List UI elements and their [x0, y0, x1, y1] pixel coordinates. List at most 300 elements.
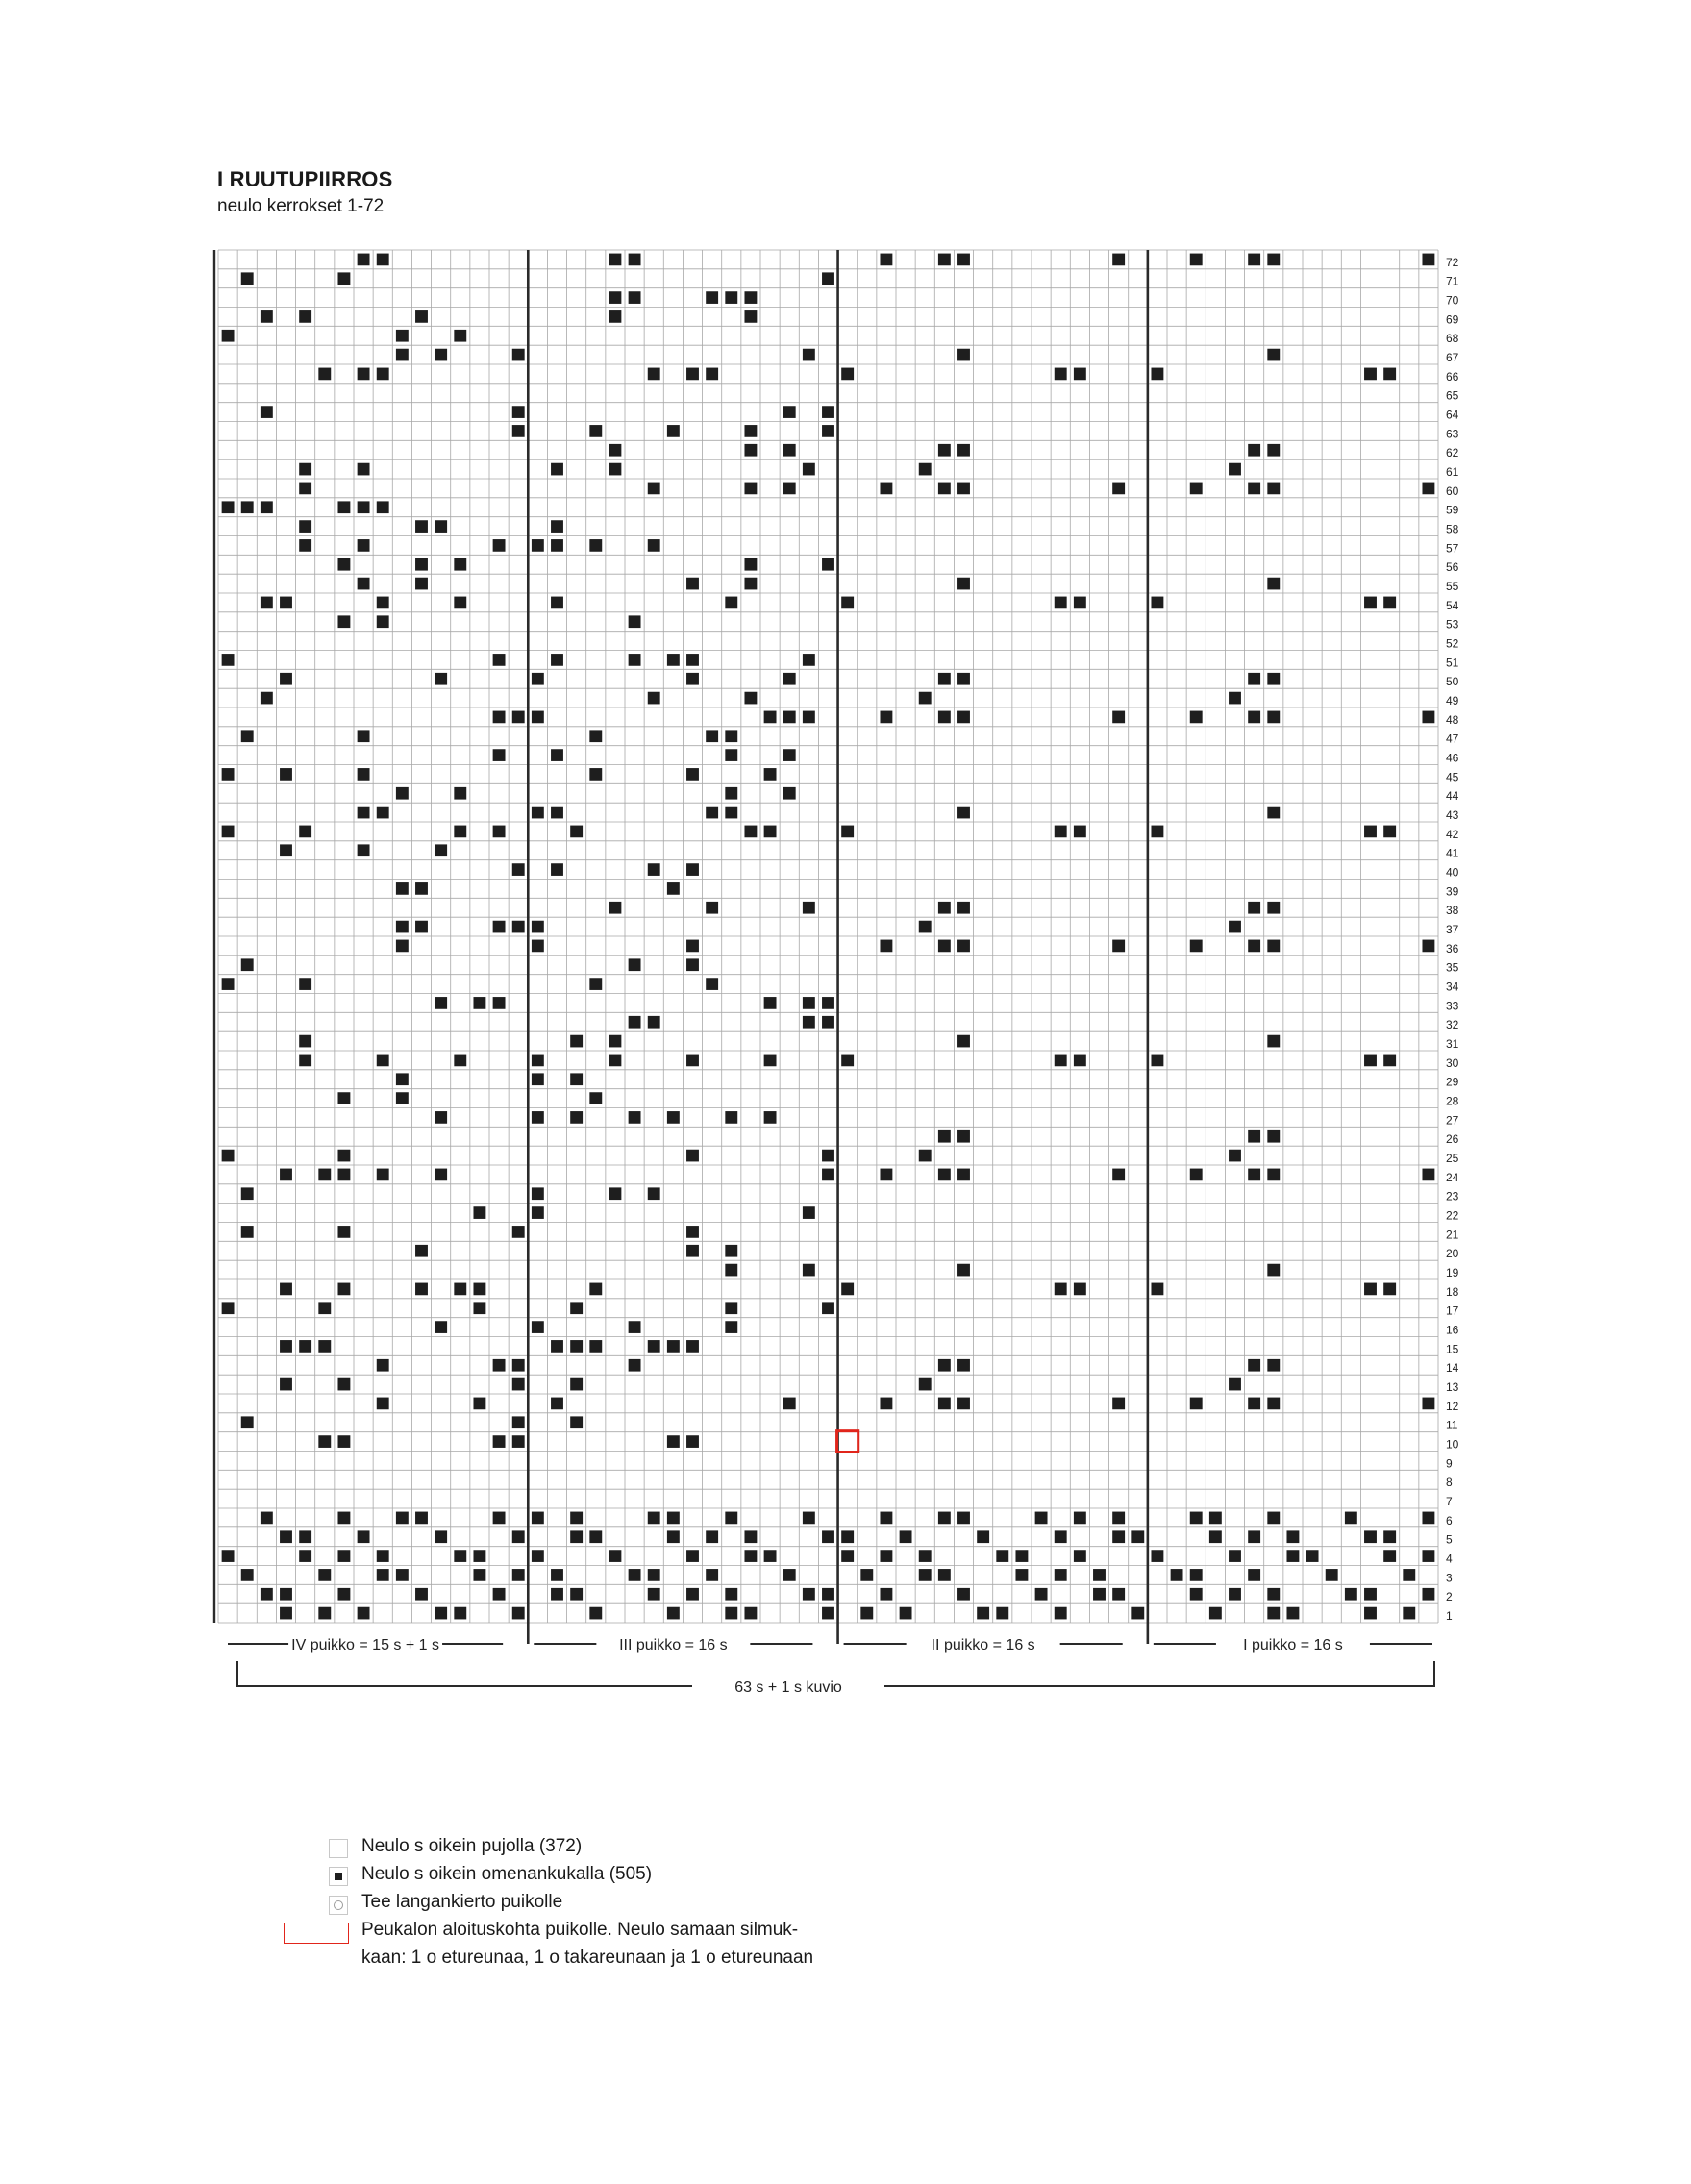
row-number: 34	[1446, 980, 1459, 994]
filled-stitch	[1383, 1055, 1396, 1067]
filled-stitch	[686, 1435, 699, 1448]
filled-stitch	[648, 368, 660, 381]
filled-stitch	[706, 1569, 718, 1581]
filled-stitch	[1171, 1569, 1183, 1581]
filled-stitch	[1112, 1398, 1125, 1410]
filled-stitch	[783, 749, 796, 761]
filled-stitch	[318, 368, 331, 381]
filled-stitch	[280, 768, 292, 781]
filled-stitch	[1326, 1569, 1338, 1581]
filled-stitch	[358, 501, 370, 513]
filled-stitch	[532, 1055, 544, 1067]
filled-stitch	[261, 1588, 273, 1601]
filled-stitch	[241, 1226, 254, 1238]
filled-stitch	[377, 254, 389, 266]
row-number: 29	[1446, 1075, 1459, 1089]
filled-stitch	[473, 997, 485, 1009]
row-number: 41	[1446, 846, 1459, 860]
filled-stitch	[938, 711, 951, 724]
filled-stitch	[512, 921, 525, 933]
filled-stitch	[454, 1550, 466, 1562]
filled-stitch	[512, 1607, 525, 1620]
filled-stitch	[1112, 711, 1125, 724]
filled-stitch	[415, 1588, 428, 1601]
row-number: 52	[1446, 636, 1459, 651]
row-number: 47	[1446, 732, 1459, 746]
filled-stitch	[822, 1150, 834, 1162]
filled-stitch	[435, 673, 447, 685]
row-number: 49	[1446, 694, 1459, 707]
row-number: 54	[1446, 598, 1459, 612]
filled-stitch	[1422, 1398, 1434, 1410]
filled-stitch	[532, 1073, 544, 1085]
filled-stitch	[880, 940, 892, 953]
filled-stitch	[648, 1187, 660, 1200]
filled-stitch	[589, 1283, 602, 1296]
filled-stitch	[609, 291, 621, 304]
filled-stitch	[1383, 368, 1396, 381]
filled-stitch	[686, 673, 699, 685]
filled-stitch	[377, 368, 389, 381]
filled-stitch	[222, 1550, 235, 1562]
row-number: 71	[1446, 274, 1459, 288]
filled-stitch	[318, 1340, 331, 1353]
filled-stitch	[261, 501, 273, 513]
filled-stitch	[512, 1416, 525, 1428]
filled-stitch	[822, 1016, 834, 1029]
filled-stitch	[280, 1340, 292, 1353]
filled-stitch	[609, 902, 621, 914]
total-bracket-right	[884, 1661, 1434, 1686]
filled-stitch	[435, 1111, 447, 1124]
filled-stitch	[261, 310, 273, 323]
filled-stitch	[358, 368, 370, 381]
filled-stitch	[1422, 1588, 1434, 1601]
row-number: 26	[1446, 1132, 1459, 1147]
filled-stitch	[957, 1035, 970, 1048]
row-number: 37	[1446, 923, 1459, 936]
filled-stitch	[1074, 1550, 1086, 1562]
filled-stitch	[280, 673, 292, 685]
row-number: 17	[1446, 1303, 1459, 1318]
filled-stitch	[222, 1150, 235, 1162]
filled-stitch	[1248, 1359, 1260, 1372]
filled-stitch	[880, 483, 892, 495]
filled-stitch	[667, 654, 680, 666]
filled-stitch	[493, 1588, 506, 1601]
row-number: 51	[1446, 656, 1459, 670]
filled-stitch	[841, 826, 854, 838]
filled-stitch	[1151, 1550, 1163, 1562]
filled-stitch	[222, 330, 235, 342]
filled-stitch	[280, 1607, 292, 1620]
filled-stitch	[532, 1187, 544, 1200]
filled-stitch	[629, 615, 641, 628]
row-number: 56	[1446, 560, 1459, 575]
filled-stitch	[299, 539, 311, 552]
filled-stitch	[415, 921, 428, 933]
filled-stitch	[435, 844, 447, 856]
filled-stitch	[512, 425, 525, 437]
filled-stitch	[1190, 483, 1203, 495]
filled-stitch	[589, 539, 602, 552]
filled-stitch	[706, 902, 718, 914]
filled-stitch	[1151, 1055, 1163, 1067]
filled-stitch	[1015, 1569, 1028, 1581]
filled-stitch	[589, 768, 602, 781]
filled-stitch	[744, 444, 757, 457]
filled-stitch	[1422, 940, 1434, 953]
filled-stitch	[1055, 1283, 1067, 1296]
filled-stitch	[783, 1569, 796, 1581]
filled-stitch	[493, 1512, 506, 1525]
filled-stitch	[473, 1283, 485, 1296]
filled-stitch	[667, 1530, 680, 1543]
filled-stitch	[377, 1569, 389, 1581]
filled-stitch	[648, 1588, 660, 1601]
filled-stitch	[629, 958, 641, 971]
filled-stitch	[358, 807, 370, 819]
filled-stitch	[396, 787, 409, 800]
filled-stitch	[280, 1378, 292, 1391]
thumb-start-symbol	[284, 1923, 349, 1944]
filled-stitch	[261, 1512, 273, 1525]
filled-stitch	[609, 1550, 621, 1562]
filled-stitch	[1383, 597, 1396, 609]
filled-stitch	[358, 578, 370, 590]
filled-stitch	[822, 997, 834, 1009]
filled-stitch	[957, 1359, 970, 1372]
filled-stitch	[764, 1055, 777, 1067]
filled-stitch	[280, 844, 292, 856]
filled-stitch	[1364, 1055, 1377, 1067]
filled-stitch	[1229, 692, 1241, 705]
filled-stitch	[551, 1340, 563, 1353]
filled-stitch	[783, 1398, 796, 1410]
filled-stitch	[1383, 1530, 1396, 1543]
filled-stitch	[880, 711, 892, 724]
row-number: 5	[1446, 1532, 1453, 1547]
filled-stitch	[1364, 597, 1377, 609]
filled-stitch	[1267, 1035, 1280, 1048]
filled-stitch	[725, 1512, 737, 1525]
filled-stitch	[880, 1550, 892, 1562]
filled-stitch	[1248, 483, 1260, 495]
filled-stitch	[1190, 940, 1203, 953]
filled-stitch	[241, 1187, 254, 1200]
filled-stitch	[629, 654, 641, 666]
row-number: 16	[1446, 1323, 1459, 1337]
filled-stitch	[725, 1607, 737, 1620]
filled-stitch	[570, 1588, 583, 1601]
row-number: 6	[1446, 1513, 1453, 1527]
filled-stitch	[938, 254, 951, 266]
filled-stitch	[1131, 1607, 1144, 1620]
filled-stitch	[841, 597, 854, 609]
filled-stitch	[1112, 1588, 1125, 1601]
filled-stitch	[551, 597, 563, 609]
filled-stitch	[493, 539, 506, 552]
filled-stitch	[1306, 1550, 1319, 1562]
filled-stitch	[493, 1435, 506, 1448]
row-number: 33	[1446, 999, 1459, 1013]
filled-stitch	[1248, 254, 1260, 266]
filled-stitch	[822, 272, 834, 285]
row-number: 20	[1446, 1247, 1459, 1261]
filled-stitch	[337, 1226, 350, 1238]
row-number: 2	[1446, 1590, 1453, 1604]
filled-stitch	[589, 1607, 602, 1620]
filled-stitch	[396, 921, 409, 933]
filled-stitch	[648, 1340, 660, 1353]
filled-stitch	[1422, 254, 1434, 266]
row-number: 42	[1446, 827, 1459, 841]
filled-stitch	[551, 539, 563, 552]
filled-stitch	[1209, 1512, 1222, 1525]
filled-stitch	[841, 1055, 854, 1067]
filled-stitch	[648, 863, 660, 876]
filled-stitch	[744, 483, 757, 495]
yarn-over-symbol	[329, 1896, 348, 1915]
filled-stitch	[1209, 1530, 1222, 1543]
filled-stitch	[1422, 483, 1434, 495]
filled-stitch	[919, 692, 932, 705]
filled-stitch	[957, 711, 970, 724]
filled-stitch	[299, 1055, 311, 1067]
filled-stitch	[880, 1169, 892, 1181]
filled-stitch	[822, 1607, 834, 1620]
filled-stitch	[1267, 673, 1280, 685]
filled-stitch	[493, 711, 506, 724]
filled-stitch	[860, 1569, 873, 1581]
row-number: 14	[1446, 1361, 1459, 1376]
filled-stitch	[377, 1359, 389, 1372]
row-number: 30	[1446, 1055, 1459, 1070]
filled-stitch	[957, 444, 970, 457]
filled-stitch	[512, 711, 525, 724]
row-number: 65	[1446, 388, 1459, 403]
filled-stitch	[822, 1588, 834, 1601]
filled-stitch	[454, 826, 466, 838]
filled-stitch	[667, 1111, 680, 1124]
filled-stitch	[648, 483, 660, 495]
filled-stitch	[648, 1512, 660, 1525]
filled-stitch	[686, 1245, 699, 1257]
filled-stitch	[609, 1035, 621, 1048]
row-number: 24	[1446, 1170, 1459, 1184]
filled-stitch	[454, 597, 466, 609]
filled-stitch	[1190, 1169, 1203, 1181]
filled-stitch	[337, 1283, 350, 1296]
filled-stitch	[222, 654, 235, 666]
filled-stitch	[1248, 1569, 1260, 1581]
filled-stitch	[512, 863, 525, 876]
filled-stitch	[532, 940, 544, 953]
filled-stitch	[435, 1530, 447, 1543]
filled-stitch	[803, 463, 815, 476]
filled-stitch	[493, 749, 506, 761]
filled-stitch	[1074, 597, 1086, 609]
filled-stitch	[396, 349, 409, 361]
row-number: 19	[1446, 1266, 1459, 1279]
filled-stitch	[222, 826, 235, 838]
filled-stitch	[1229, 921, 1241, 933]
filled-stitch	[744, 425, 757, 437]
filled-stitch	[377, 501, 389, 513]
filled-stitch	[1112, 1530, 1125, 1543]
filled-stitch	[1422, 711, 1434, 724]
filled-stitch	[299, 483, 311, 495]
row-number: 60	[1446, 484, 1459, 498]
filled-stitch	[744, 826, 757, 838]
filled-stitch	[686, 654, 699, 666]
filled-stitch	[629, 1016, 641, 1029]
filled-stitch	[1422, 1550, 1434, 1562]
filled-stitch	[1267, 902, 1280, 914]
filled-stitch	[1151, 368, 1163, 381]
filled-stitch	[725, 1302, 737, 1314]
filled-stitch	[377, 807, 389, 819]
filled-stitch	[415, 1512, 428, 1525]
filled-stitch	[1364, 826, 1377, 838]
filled-stitch	[337, 1588, 350, 1601]
filled-stitch	[435, 520, 447, 533]
filled-stitch	[1131, 1530, 1144, 1543]
filled-stitch	[551, 749, 563, 761]
filled-stitch	[241, 501, 254, 513]
filled-stitch	[570, 1073, 583, 1085]
filled-stitch	[337, 1378, 350, 1391]
filled-stitch	[609, 310, 621, 323]
row-number: 62	[1446, 446, 1459, 460]
filled-stitch	[1190, 1512, 1203, 1525]
filled-stitch	[1209, 1607, 1222, 1620]
filled-stitch	[686, 1150, 699, 1162]
filled-stitch	[764, 826, 777, 838]
filled-stitch	[686, 1055, 699, 1067]
row-number: 61	[1446, 465, 1459, 479]
filled-stitch	[667, 882, 680, 895]
filled-stitch	[803, 997, 815, 1009]
filled-stitch	[280, 1283, 292, 1296]
row-number: 44	[1446, 789, 1459, 804]
filled-stitch	[1248, 444, 1260, 457]
filled-stitch	[435, 1607, 447, 1620]
filled-stitch	[1248, 940, 1260, 953]
filled-stitch	[241, 272, 254, 285]
filled-stitch	[957, 349, 970, 361]
filled-stitch	[512, 406, 525, 418]
filled-stitch	[1267, 1607, 1280, 1620]
legend-item-thumb-cont: kaan: 1 o etureunaa, 1 o takareunaan ja 1 o etureunaan	[361, 1948, 814, 1968]
filled-stitch	[1190, 711, 1203, 724]
row-number: 67	[1446, 351, 1459, 364]
filled-stitch	[996, 1607, 1008, 1620]
filled-stitch	[396, 940, 409, 953]
filled-stitch	[629, 1111, 641, 1124]
filled-stitch	[280, 1530, 292, 1543]
filled-stitch	[358, 730, 370, 742]
filled-stitch	[1112, 254, 1125, 266]
filled-stitch	[415, 520, 428, 533]
filled-stitch	[938, 1169, 951, 1181]
filled-stitch	[938, 1512, 951, 1525]
filled-stitch	[1055, 368, 1067, 381]
row-number: 59	[1446, 503, 1459, 517]
filled-stitch	[706, 978, 718, 990]
filled-stitch	[822, 1169, 834, 1181]
row-number: 40	[1446, 865, 1459, 880]
filled-stitch	[1248, 673, 1260, 685]
filled-stitch	[299, 520, 311, 533]
filled-stitch	[744, 1530, 757, 1543]
row-number: 46	[1446, 751, 1459, 765]
filled-stitch	[570, 1416, 583, 1428]
filled-stitch	[551, 1588, 563, 1601]
filled-stitch	[919, 463, 932, 476]
filled-stitch	[1093, 1569, 1106, 1581]
filled-stitch	[977, 1607, 989, 1620]
filled-stitch	[919, 1150, 932, 1162]
row-number: 21	[1446, 1228, 1459, 1242]
row-number: 25	[1446, 1152, 1459, 1165]
filled-stitch	[222, 501, 235, 513]
filled-stitch	[512, 1530, 525, 1543]
row-number: 15	[1446, 1342, 1459, 1356]
filled-stitch	[551, 520, 563, 533]
filled-stitch	[1364, 1588, 1377, 1601]
filled-stitch	[803, 1588, 815, 1601]
filled-stitch	[686, 768, 699, 781]
filled-stitch	[725, 597, 737, 609]
filled-stitch	[1383, 1283, 1396, 1296]
filled-stitch	[629, 254, 641, 266]
filled-stitch	[493, 826, 506, 838]
filled-stitch	[415, 310, 428, 323]
filled-stitch	[589, 978, 602, 990]
filled-stitch	[764, 997, 777, 1009]
filled-stitch	[822, 1530, 834, 1543]
filled-stitch	[318, 1569, 331, 1581]
filled-stitch	[589, 1340, 602, 1353]
row-number: 22	[1446, 1208, 1459, 1223]
filled-stitch	[783, 406, 796, 418]
filled-stitch	[1112, 1512, 1125, 1525]
filled-stitch	[1055, 1055, 1067, 1067]
filled-stitch	[1074, 1283, 1086, 1296]
filled-stitch	[299, 978, 311, 990]
filled-stitch	[822, 1302, 834, 1314]
filled-stitch	[299, 1530, 311, 1543]
filled-stitch	[532, 673, 544, 685]
filled-stitch	[957, 483, 970, 495]
filled-stitch	[1267, 1169, 1280, 1181]
filled-stitch	[1403, 1607, 1415, 1620]
filled-stitch	[957, 1588, 970, 1601]
filled-stitch	[493, 1359, 506, 1372]
filled-stitch	[1112, 1169, 1125, 1181]
row-number: 69	[1446, 312, 1459, 327]
filled-stitch	[667, 1435, 680, 1448]
filled-stitch	[977, 1530, 989, 1543]
legend-item-knit: Neulo s oikein pujolla (372)	[361, 1836, 583, 1856]
filled-stitch	[435, 997, 447, 1009]
filled-stitch	[1229, 1378, 1241, 1391]
row-number: 57	[1446, 541, 1459, 556]
filled-stitch	[1151, 826, 1163, 838]
row-number: 45	[1446, 770, 1459, 784]
filled-stitch	[783, 711, 796, 724]
